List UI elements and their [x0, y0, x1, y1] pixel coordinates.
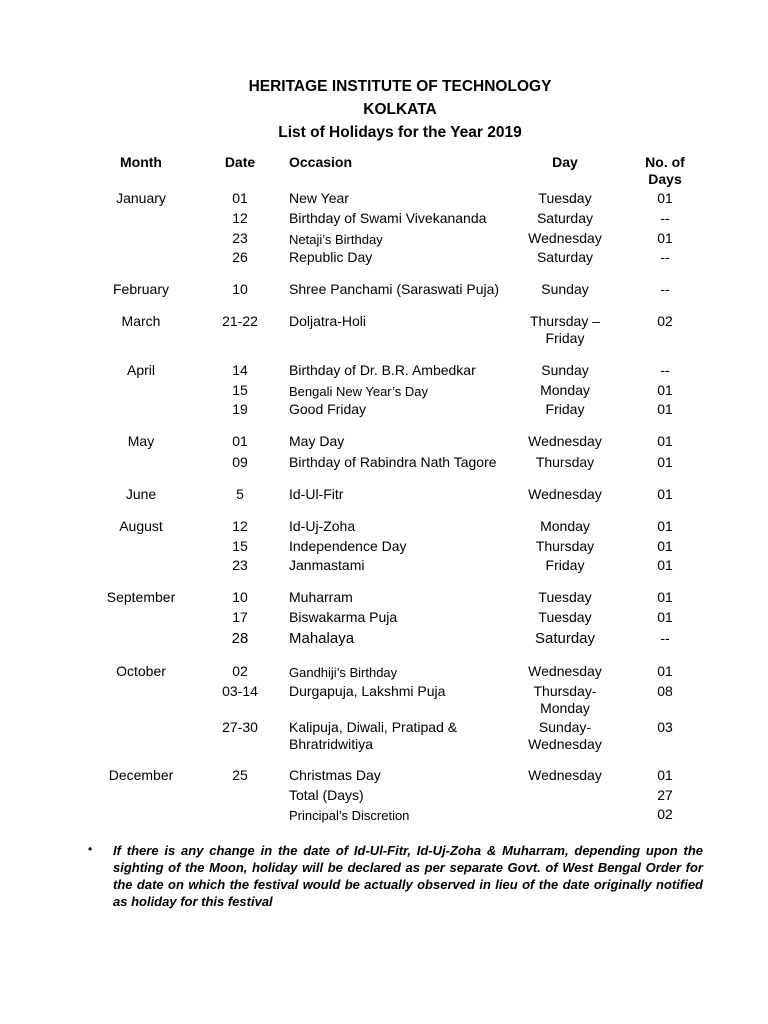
days-count-cell: 01 — [657, 230, 673, 246]
day-cell: Wednesday — [528, 433, 602, 449]
day-cell: Sunday- — [538, 719, 592, 735]
month-cell: August — [119, 518, 163, 534]
occasion-cell: Independence Day — [289, 538, 407, 554]
day-cell: Thursday — [535, 454, 595, 470]
discretion-label: Principal’s Discretion — [289, 808, 410, 823]
total-label: Total (Days) — [289, 787, 364, 803]
day-cell: Sunday — [541, 362, 589, 378]
month-cell: May — [127, 433, 155, 449]
date-cell: 03-14 — [222, 683, 258, 699]
day-cell: Saturday — [536, 249, 594, 265]
days-count-cell: 01 — [657, 767, 673, 783]
page-title: List of Holidays for the Year 2019 — [278, 124, 522, 141]
occasion-cell: Doljatra-Holi — [289, 313, 367, 329]
occasion-cell: Durgapuja, Lakshmi Puja — [289, 683, 446, 699]
date-cell: 25 — [232, 767, 248, 783]
day-cell: Tuesday — [538, 190, 592, 206]
institute-name: HERITAGE INSTITUTE OF TECHNOLOGY — [248, 78, 552, 95]
date-cell: 01 — [232, 433, 248, 449]
days-count-cell: 01 — [657, 454, 673, 470]
days-count-cell: 01 — [657, 433, 673, 449]
occasion-cell: Netaji’s Birthday — [289, 232, 383, 247]
day-cell-continued: Friday — [545, 330, 585, 346]
date-cell: 23 — [232, 557, 248, 573]
days-count-cell: 01 — [657, 486, 673, 502]
date-cell: 28 — [231, 630, 249, 647]
date-cell: 10 — [232, 281, 248, 297]
day-cell: Thursday- — [533, 683, 597, 699]
days-count-cell: -- — [660, 630, 670, 646]
day-cell-continued: Monday — [540, 700, 590, 716]
date-cell: 09 — [232, 454, 248, 470]
days-count-cell: -- — [660, 281, 670, 297]
month-cell: February — [112, 281, 170, 297]
date-cell: 02 — [232, 663, 248, 679]
occasion-cell-continued: Bhratridwitiya — [289, 736, 374, 752]
date-cell: 15 — [232, 382, 248, 398]
days-count-cell: -- — [660, 362, 670, 378]
total-value: 27 — [657, 787, 673, 803]
occasion-cell: Id-Ul-Fitr — [289, 486, 344, 502]
column-header-date: Date — [224, 154, 256, 170]
occasion-cell: Kalipuja, Diwali, Pratipad & — [289, 719, 458, 735]
discretion-value: 02 — [657, 806, 673, 822]
days-count-cell: 03 — [657, 719, 673, 735]
date-cell: 26 — [232, 249, 248, 265]
day-cell: Friday — [545, 401, 585, 417]
date-cell: 21-22 — [222, 313, 258, 329]
date-cell: 17 — [232, 609, 248, 625]
occasion-cell: Good Friday — [289, 401, 367, 417]
days-count-cell: 01 — [657, 401, 673, 417]
month-cell: January — [116, 190, 166, 206]
days-count-cell: 01 — [657, 557, 673, 573]
footnote-text: If there is any change in the date of Id-Ul-Fitr, Id-Uj-Zoha & Muharram, depending upon the sighting of the Moon, holiday will be declared as per separate Govt. of West Bengal Order for the date on which the festival would be actually observed in lieu of the date originally notified as holiday for this festival — [113, 843, 703, 909]
day-cell: Thursday — [535, 538, 595, 554]
days-count-cell: 08 — [657, 683, 673, 699]
occasion-cell: Id-Uj-Zoha — [289, 518, 356, 534]
month-cell: September — [106, 589, 176, 605]
day-cell: Wednesday — [528, 767, 602, 783]
column-header-occasion: Occasion — [289, 154, 353, 170]
day-cell: Saturday — [536, 210, 594, 226]
day-cell: Thursday – — [529, 313, 601, 329]
day-cell: Tuesday — [538, 609, 592, 625]
column-header-day: Day — [552, 154, 578, 170]
date-cell: 23 — [232, 230, 248, 246]
days-count-cell: 01 — [657, 518, 673, 534]
days-count-cell: 02 — [657, 313, 673, 329]
occasion-cell: Biswakarma Puja — [289, 609, 398, 625]
day-cell: Saturday — [534, 630, 596, 647]
days-count-cell: 01 — [657, 382, 673, 398]
day-cell: Monday — [540, 382, 590, 398]
date-cell: 15 — [232, 538, 248, 554]
occasion-cell: Janmastami — [289, 557, 365, 573]
occasion-cell: Mahalaya — [289, 630, 355, 647]
date-cell: 19 — [232, 401, 248, 417]
occasion-cell: May Day — [289, 433, 345, 449]
date-cell: 14 — [232, 362, 248, 378]
month-cell: June — [125, 486, 157, 502]
days-count-cell: 01 — [657, 589, 673, 605]
date-cell: 01 — [232, 190, 248, 206]
occasion-cell: Birthday of Swami Vivekananda — [289, 210, 487, 226]
days-count-cell: -- — [660, 210, 670, 226]
month-cell: April — [126, 362, 155, 378]
occasion-cell: Shree Panchami (Saraswati Puja) — [289, 281, 500, 297]
days-count-cell: -- — [660, 249, 670, 265]
occasion-cell: Gandhiji’s Birthday — [289, 665, 398, 680]
day-cell: Monday — [540, 518, 590, 534]
occasion-cell: Republic Day — [289, 249, 373, 265]
column-header-month: Month — [120, 154, 162, 170]
day-cell: Tuesday — [538, 589, 592, 605]
days-count-cell: 01 — [657, 538, 673, 554]
bullet-icon: • — [88, 842, 93, 856]
column-header-days-line1: No. of — [645, 154, 685, 170]
month-cell: March — [121, 313, 161, 329]
column-header-days-line2: Days — [648, 171, 682, 187]
month-cell: October — [116, 663, 166, 679]
day-cell: Wednesday — [528, 486, 602, 502]
occasion-cell: Christmas Day — [289, 767, 381, 783]
occasion-cell: New Year — [289, 190, 349, 206]
day-cell: Wednesday — [528, 230, 602, 246]
days-count-cell: 01 — [657, 190, 673, 206]
date-cell: 12 — [232, 518, 248, 534]
days-count-cell: 01 — [657, 609, 673, 625]
days-count-cell: 01 — [657, 663, 673, 679]
occasion-cell: Muharram — [289, 589, 353, 605]
month-cell: December — [108, 767, 174, 783]
day-cell: Friday — [545, 557, 585, 573]
occasion-cell: Birthday of Dr. B.R. Ambedkar — [289, 362, 476, 378]
date-cell: 5 — [236, 486, 244, 502]
day-cell: Sunday — [541, 281, 589, 297]
day-cell-continued: Wednesday — [528, 736, 602, 752]
occasion-cell: Bengali New Year’s Day — [289, 384, 428, 399]
occasion-cell: Birthday of Rabindra Nath Tagore — [289, 454, 497, 470]
date-cell: 12 — [232, 210, 248, 226]
day-cell: Wednesday — [528, 663, 602, 679]
city-name: KOLKATA — [363, 101, 437, 118]
date-cell: 27-30 — [222, 719, 258, 735]
date-cell: 10 — [232, 589, 248, 605]
